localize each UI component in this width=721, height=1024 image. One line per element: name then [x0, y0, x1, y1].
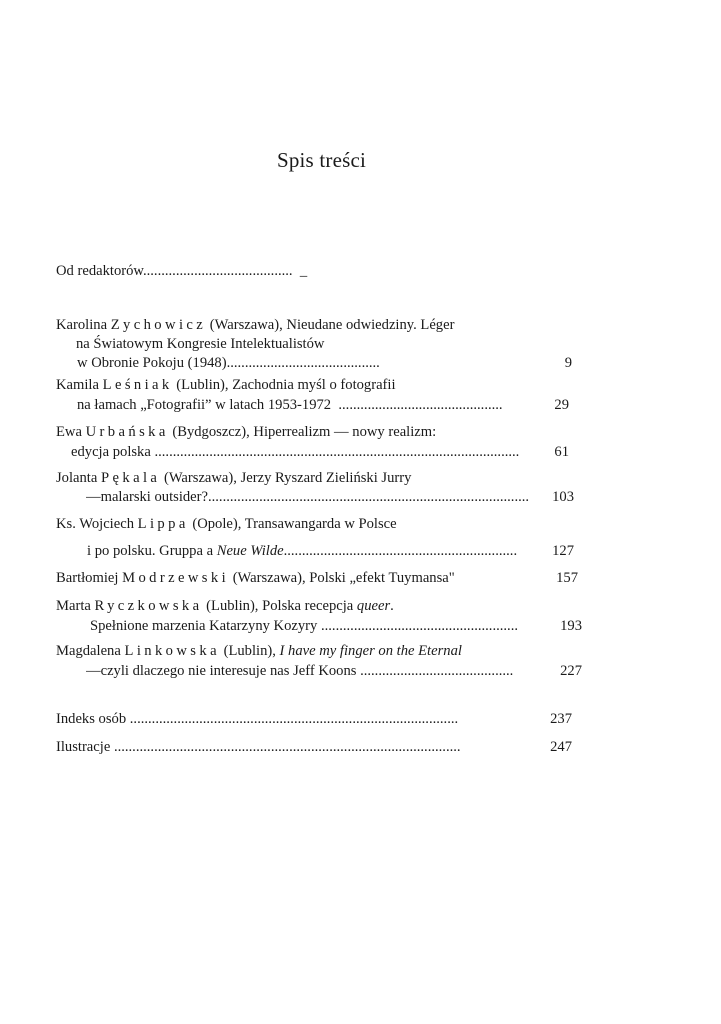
author-surname: Leśniak	[102, 377, 173, 393]
entry-italic-text: queer	[356, 598, 391, 614]
page-number: 193	[560, 618, 582, 634]
dot-leader: ................................................................	[283, 543, 518, 559]
author-first-name: Magdalena	[56, 643, 121, 659]
author-surname: Ryczkowska	[94, 598, 203, 614]
entry-title: (Warszawa), Polski „efekt Tuymansa"	[229, 570, 455, 586]
author-first-name: Jolanta	[56, 470, 98, 486]
page-title: Spis treści	[276, 148, 367, 172]
entry-title: (Opole), Transawangarda w Polsce	[188, 516, 397, 532]
toc-entry-line	[56, 469, 411, 488]
entry-italic-text: I have my finger on the Eternal	[279, 643, 462, 659]
author-surname: Pękala	[101, 470, 161, 486]
toc-entry-line	[87, 542, 550, 561]
author-first-name: Kamila	[56, 377, 99, 393]
page-number: 227	[560, 663, 582, 679]
toc-entry-line	[56, 515, 397, 534]
toc-entry-line: w Obronie Pokoju (1948)..........................................	[77, 355, 380, 371]
author-surname: Zychowicz	[110, 317, 207, 333]
entry-italic-text: Neue Wilde	[216, 543, 284, 559]
author-first-name: Ks. Wojciech	[56, 516, 134, 532]
page-number: 61	[554, 444, 569, 460]
page-number: 247	[550, 739, 572, 755]
toc-entry-line: edycja polska ....................................................................................................	[71, 444, 520, 460]
entry-title: (Bydgoszcz), Hiperrealizm — nowy realizm:	[168, 424, 437, 440]
toc-entry-line	[56, 423, 436, 442]
page-number: 127	[552, 543, 574, 559]
author-surname: Urbańska	[85, 424, 169, 440]
author-first-name: Marta	[56, 598, 91, 614]
page-number: 29	[554, 397, 569, 413]
author-first-name: Bartłomiej	[56, 570, 119, 586]
page-number: 157	[556, 570, 578, 586]
toc-entry-line	[56, 569, 455, 588]
author-surname: Linkowska	[124, 643, 220, 659]
entry-title: (Warszawa), Jerzy Ryszard Zieliński Jurry	[160, 470, 412, 486]
author-first-name: Karolina	[56, 317, 108, 333]
author-surname: Lippa	[137, 516, 189, 532]
page-number: 9	[564, 355, 572, 371]
entry-title: (Lublin),	[219, 643, 280, 659]
toc-entry-line	[56, 316, 454, 335]
toc-entry-line	[56, 642, 462, 661]
toc-entry-index: Indeks osób ..........................................................................................	[56, 711, 459, 727]
entry-title: (Lublin), Zachodnia myśl o fotografii	[172, 377, 396, 393]
entry-text: i po polsku. Gruppa a	[87, 543, 217, 559]
toc-entry-line	[56, 597, 394, 616]
entry-text: .	[390, 598, 394, 614]
toc-entry-editors: Od redaktorów......................................... _	[56, 263, 308, 279]
toc-entry-line: —malarski outsider?........................................................................................	[86, 489, 530, 505]
author-surname: Modrzewski	[122, 570, 230, 586]
entry-title: (Warszawa), Nieudane odwiedziny. Léger	[206, 317, 455, 333]
toc-entry-line	[56, 376, 396, 395]
toc-entry-line: —czyli dlaczego nie interesuje nas Jeff Koons ..........................................	[86, 663, 514, 679]
entry-title: (Lublin), Polska recepcja	[202, 598, 357, 614]
toc-entry-line: Spełnione marzenia Katarzyny Kozyry ......................................................	[90, 618, 518, 634]
toc-entry-line: na łamach „Fotografii” w latach 1953-1972 .............................................	[77, 397, 503, 413]
toc-entry-line: na Światowym Kongresie Intelektualistów	[76, 336, 325, 352]
page-number: 103	[552, 489, 574, 505]
author-first-name: Ewa	[56, 424, 82, 440]
page-number: 237	[550, 711, 572, 727]
toc-entry-illustrations: Ilustracje ...............................................................................................	[56, 739, 461, 755]
